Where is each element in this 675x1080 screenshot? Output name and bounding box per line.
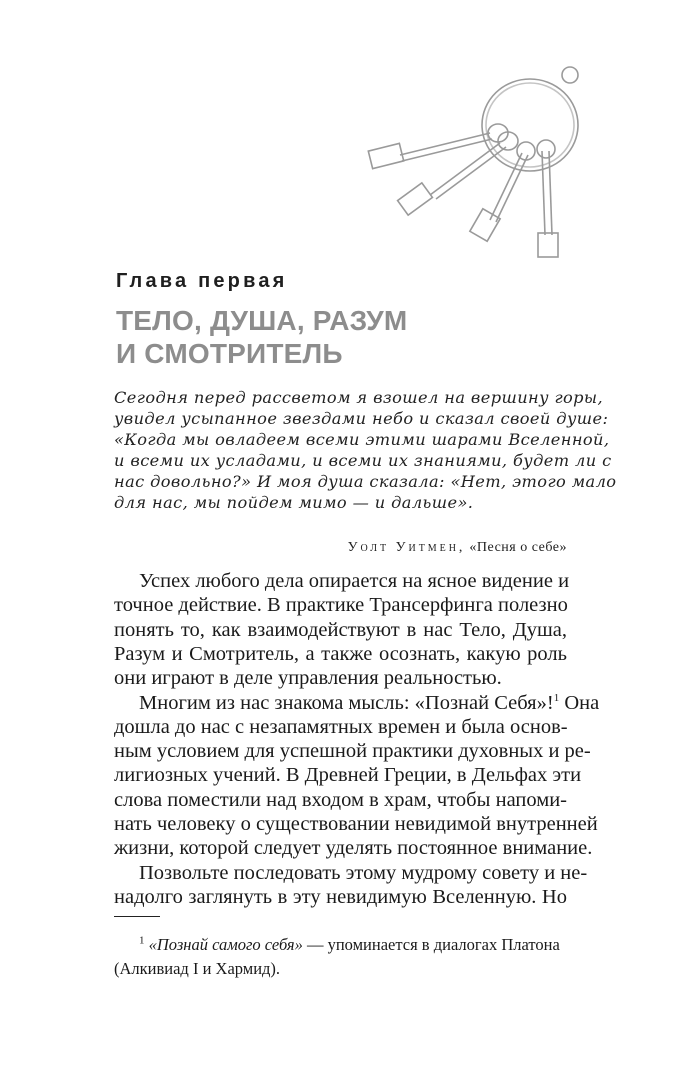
keys-illustration — [360, 55, 610, 260]
epigraph-line: «Когда мы овладеем всеми этими шарами Вселенной, — [114, 430, 610, 449]
body-line: точное действие. В практике Трансерфинга полезно — [114, 594, 568, 617]
body-line: нать человеку о существовании невидимой внутренней — [114, 813, 598, 835]
epigraph-line: для нас, мы пойдем мимо — и дальше». — [114, 493, 474, 512]
chapter-title-line-2: И СМОТРИТЕЛЬ — [116, 338, 343, 369]
body-line: Разум и Смотритель, а также осознать, какую роль — [114, 642, 567, 665]
body-line: Успех любого дела опирается на ясное видение и — [139, 570, 570, 592]
body-line: дошла до нас с незапамятных времен и была основ- — [114, 715, 568, 738]
body-line: надолго заглянуть в эту невидимую Вселенную. Но — [114, 885, 567, 908]
footnote-text: — упоминается в диалогах Платона — [302, 935, 560, 954]
key-4 — [537, 140, 558, 257]
footnote-line — [139, 934, 567, 956]
chapter-label: Глава первая — [116, 270, 288, 292]
body-line — [139, 690, 600, 716]
epigraph-line: нас довольно?» И моя душа сказала: «Нет, этого мало — [114, 472, 617, 491]
body-line: ным условием для успешной практики духовных и ре- — [114, 740, 591, 763]
epigraph-author: Уолт Уитмен, — [347, 540, 466, 555]
key-2 — [398, 132, 518, 215]
footnote-number: 1 — [139, 934, 145, 947]
body-line: слова поместили над входом в храм, чтобы напоми- — [114, 788, 567, 811]
body-line: они играют в деле управления реальностью. — [114, 667, 502, 690]
body-line-text: Она — [564, 691, 600, 714]
body-line: Позвольте последовать этому мудрому совету и не- — [139, 861, 588, 884]
footnote-line-2: (Алкивиад I и Хармид). — [114, 959, 281, 978]
body-line-text: Многим из нас знакома мысль: «Познай Себя»! — [139, 691, 554, 714]
footnote-ref[interactable]: 1 — [553, 691, 560, 704]
footnote-divider — [114, 916, 160, 917]
epigraph-line: Сегодня перед рассветом я взошел на вершину горы, — [114, 388, 604, 407]
epigraph-line: и всеми их усладами, и всеми их знаниями, будет ли с — [114, 451, 612, 470]
epigraph-line: увидел усыпанное звездами небо и сказал своей душе: — [114, 409, 609, 428]
body-line: лигиозных учений. В Древней Греции, в Дельфах эти — [114, 764, 582, 787]
key-ring — [482, 79, 578, 171]
epigraph-attribution — [348, 540, 567, 556]
body-line: понять то, как взаимодействуют в нас Тело, Душа, — [114, 618, 567, 641]
epigraph-source: «Песня о себе» — [469, 540, 567, 555]
chapter-title-line-1: ТЕЛО, ДУША, РАЗУМ — [116, 305, 408, 336]
body-line: жизни, которой следует уделять постоянное внимание. — [114, 837, 593, 860]
footnote-italic: «Познай самого себя» — [148, 935, 303, 954]
